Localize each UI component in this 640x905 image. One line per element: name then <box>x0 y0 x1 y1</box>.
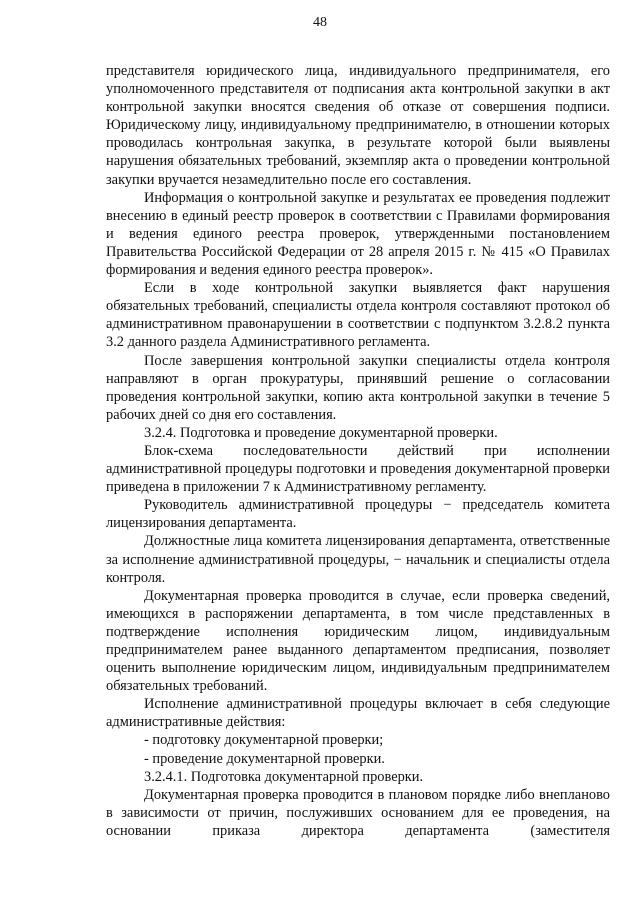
list-item-1: - подготовку документарной проверки; <box>144 732 384 749</box>
paragraph-9: Исполнение административной процедуры включает в себя следующие административные действия: <box>106 696 610 731</box>
section-heading-3-2-4-1: 3.2.4.1. Подготовка документарной проверки. <box>144 768 424 785</box>
section-heading-3-2-4: 3.2.4. Подготовка и проведение документарной проверки. <box>144 424 498 441</box>
paragraph-7: Должностные лица комитета лицензирования департамента, ответственные за исполнение административной процедуры, − начальник и специалисты отдела контроля. <box>106 533 610 586</box>
paragraph-1: представителя юридического лица, индивидуального предпринимателя, его уполномоченного представителя от подписания акта контрольной закупки в акт контрольной закупки вносятся сведения об отказе от совершения подписи. Юридическому лицу, индивидуальному предпринимателю, в отношении которых проводилась контрольная закупка, в результате которой были выявлены нарушения обязательных требований, экземпляр акта о проведении контрольной закупки вручается незамедлительно после его составления. <box>106 63 610 188</box>
list-item-2: - проведение документарной проверки. <box>144 750 385 767</box>
paragraph-2: Информация о контрольной закупке и результатах ее проведения подлежит внесению в единый реестр проверок в соответствии с Правилами формирования и ведения единого реестра проверок, утвержденными постановлением Правительства Российской Федерации от 28 апреля 2015 г. № 415 «О Правилах формирования и ведения единого реестра проверок». <box>106 189 610 279</box>
paragraph-8: Документарная проверка проводится в случае, если проверка сведений, имеющихся в распоряжении департамента, в том числе представленных в подтверждение исполнения юридическим лицом, индивидуальным предпринимателем ранее выданного департаментом предписания, позволяет оценить выполнение юридическим лицом, индивидуальным предпринимателем обязательных требований. <box>106 587 610 695</box>
page-number: 48 <box>313 15 327 30</box>
paragraph-10: Документарная проверка проводится в плановом порядке либо внепланово в зависимости от причин, послуживших основанием для ее проведения, на основании приказа директора департамента (заместителя <box>106 786 610 839</box>
paragraph-6: Руководитель административной процедуры − председатель комитета лицензирования департамента. <box>106 497 610 532</box>
document-body <box>106 62 610 840</box>
paragraph-5: Блок-схема последовательности действий при исполнении административной процедуры подготовки и проведения документарной проверки приведена в приложении 7 к Административному регламенту. <box>106 442 610 496</box>
paragraph-3: Если в ходе контрольной закупки выявляется факт нарушения обязательных требований, специалисты отдела контроля составляют протокол об административном правонарушении в соответствии с подпунктом 3.2.8.2 пункта 3.2 данного раздела Административного регламента. <box>106 280 610 351</box>
paragraph-4: После завершения контрольной закупки специалисты отдела контроля направляют в орган прокуратуры, принявший решение о согласовании проведения контрольной закупки, копию акта контрольной закупки в течение 5 рабочих дней со дня его составления. <box>106 352 610 423</box>
